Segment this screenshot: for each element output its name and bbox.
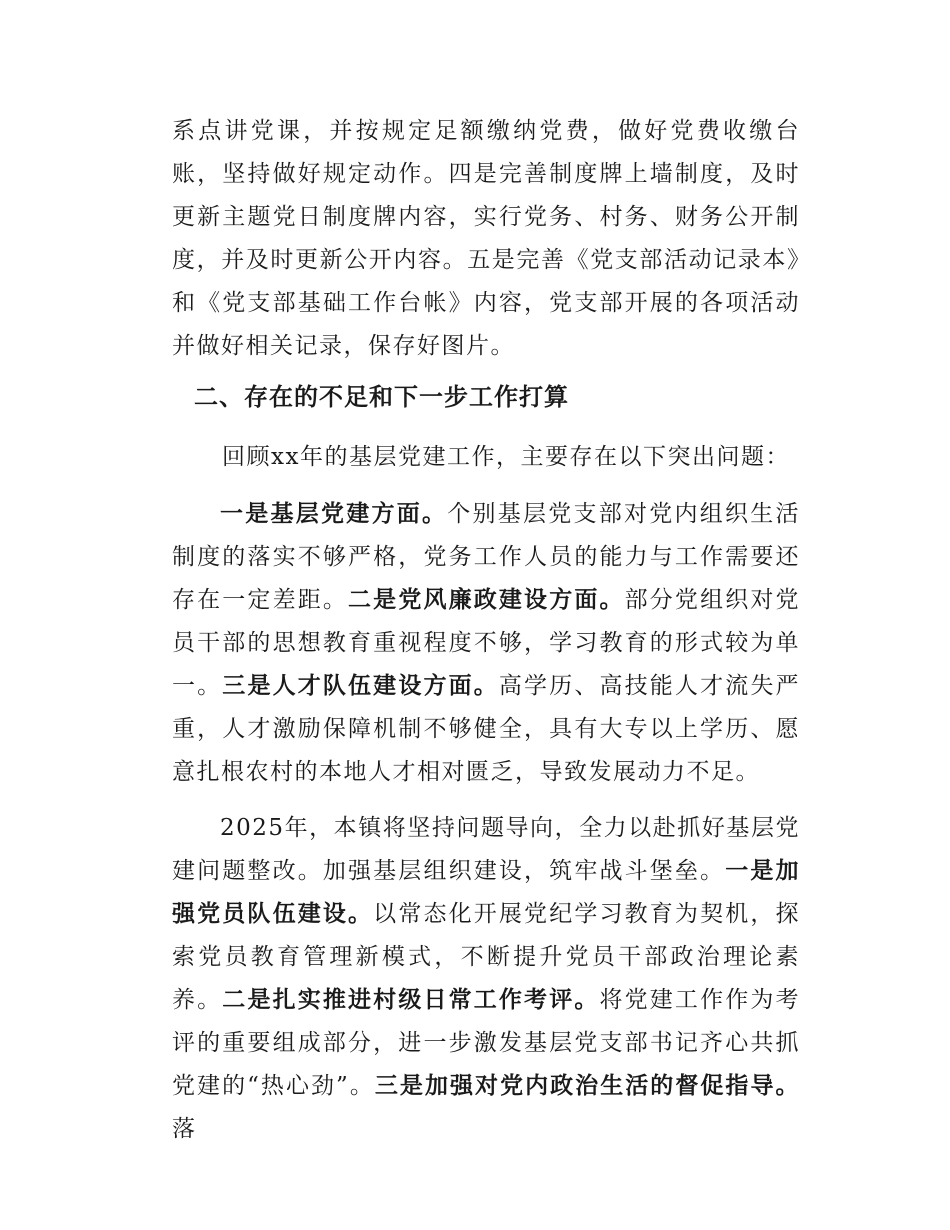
paragraph-text: 系点讲党课，并按规定足额缴纳党费，做好党费收缴台账，坚持做好规定动作。四是完善制度牌上墙制度，及时更新主题党日制度牌内容，实行党务、村务、财务公开制度，并及时更新公开内容。五是完善《党支部活动记录本》和《党支部基础工作台帐》内容，党支部开展的各项活动并做好相关记录，保存好图片。	[172, 118, 800, 359]
problem-3-text: 高学历、高技能人才流失严重，人才激励保障机制不够健全，具有大专以上学历、愿意扎根农村的本地人才相对匮乏，导致发展动力不足。	[172, 673, 801, 785]
plan-2-title: 二是扎实推进村级日常工作考评。	[222, 987, 600, 1013]
problems-paragraph	[172, 493, 800, 794]
plan-3-title: 三是加强对党内政治生活的督促指导。	[374, 1073, 800, 1099]
plan-2-text: 将党建工作作为考评的重要组成部分，进一步激发基层党支部书记齐心共抓党建的“热心劲”。	[172, 987, 801, 1099]
plan-1-text: 以常态化开展党纪学习教育为契机，探索党员教育管理新模式，不断提升党员干部政治理论素养。	[172, 901, 801, 1013]
section-heading: 二、存在的不足和下一步工作打算	[194, 383, 569, 411]
problem-3-title: 三是人才队伍建设方面。	[222, 673, 499, 699]
problem-2-title: 二是党风廉政建设方面。	[348, 587, 625, 613]
problem-1-text: 个别基层党支部对党内组织生活制度的落实不够严格，党务工作人员的能力与工作需要还存在一定差距。	[172, 501, 800, 613]
plan-intro-text: 2025年，本镇将坚持问题导向，全力以赴抓好基层党建问题整改。加强基层组织建设，筑牢战斗堡垒。	[172, 815, 800, 884]
plan-1-title: 一是加强党员队伍建设。	[172, 858, 801, 927]
paragraph-continuation	[172, 110, 800, 368]
plan-3-text: 落	[172, 1116, 197, 1142]
plan-paragraph	[172, 807, 800, 1151]
problem-2-text: 部分党组织对党员干部的思想教育重视程度不够，学习教育的形式较为单一。	[172, 587, 801, 699]
section-intro: 回顾xx年的基层党建工作，主要存在以下突出问题：	[222, 444, 790, 470]
problem-1-title: 一是基层党建方面。	[220, 501, 448, 527]
